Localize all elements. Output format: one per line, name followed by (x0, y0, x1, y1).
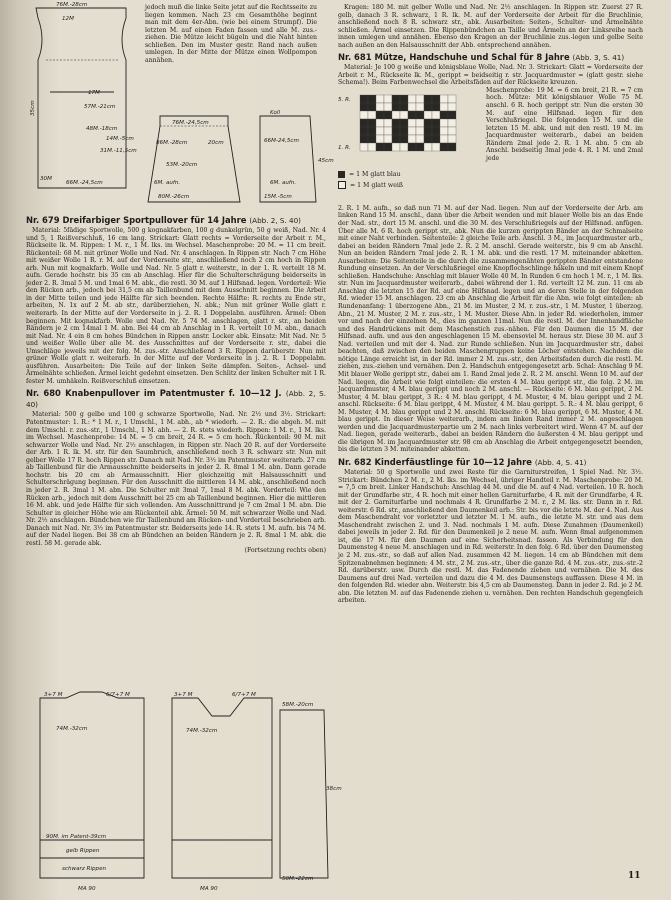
jacquard-cell (392, 143, 400, 151)
jacquard-cell (448, 143, 456, 151)
jacquard-cell (416, 103, 424, 111)
jacquard-cell (360, 95, 368, 103)
jacquard-cell (368, 95, 376, 103)
section-680-body: Material: 500 g gelbe und 100 g schwarze Sportwolle, Nad. Nr. 2½ und 3½. Strickart: Patentmuster: 1. R.: * 1 M. r., 1 Umschl., 1 M. abh., ab * wiederh. — 2. R.: die abgeh. M. mit dem Umschl. r. zus.-str., 1 Umschl., 1 M. abh. — 2. R. stets wiederh. Rippen: 1 M. r., 1 M. lks. im Wechsel. Maschenprobe: 14 M. = 5 cm breit, 24 R. = 5 cm hoch. Rückenteil: 90 M. mit schwarzer Wolle und Nad. Nr. 2½ anschlagen, in Rippen str. Nach 20 R. auf der Vorderseite der Arb. 1 R. lk. M. str. für den Saumbruch, anschließend noch 3 R. schwarz str. Nun mit gelber Wolle 17 R. hoch Rippen str. Danach mit Nad. Nr. 3½ im Patentmuster weiterarb. 27 cm ab Taillenbund für die Armausschnitte beiderseits in jeder 2. R. 8mal 1 M. abn. Dann gerade hochstr. bis 20 cm ab Armausschnitt. Hier gleichzeitig mit Halsausschnitt und Schulterschrägung beginnen. Für den Ausschnitt die mittleren 14 M. abk., anschließend noch in jeder 2. R. 3mal 1 M. abn. Die Schulter mit 3mal 7, 1mal 8 M. abk. Vorderteil: Wie den Rücken arb., jedoch mit dem Ausschnitt bei 25 cm ab Taillenbund beginnen. Hier die mittleren 16 M. abk. und jede Hälfte für sich vollenden. Am Ausschnittrand je 7 cm 2mal 1 M. abn. Die Schulter in gleicher Höhe wie am Rückenteil abk. Ärmel: 50 M. mit schwarzer Wolle und Nad. Nr. 2½ anschlagen. Bündchen wie für Taillenbund am Rücken- und Vorderteil beschrieben arb. Danach mit Nad. Nr. 3½ im Patentmuster str. Beiderseits jede 14. R. stets 1 M. aufn. bis 74 M. auf der Nadel liegen. Bei 38 cm ab Bündchen an beiden Rändern je 2. R. 8mal 1 M. abk. die restl. 58 M. gerade abk. (26, 411, 326, 547)
svg-text:schwarz Rippen: schwarz Rippen (62, 866, 107, 872)
legend-white-label: = 1 M glatt weiß (350, 181, 403, 189)
jacquard-cell (440, 95, 448, 103)
pattern-legend (338, 171, 478, 190)
section-682 (338, 457, 643, 605)
section-682-heading: Kinderfäustlinge für 10—12 Jahre (374, 456, 532, 467)
jacquard-cell (384, 143, 392, 151)
row-label-1: 1. R. (338, 144, 351, 151)
page-number: 11 (628, 871, 641, 881)
jacquard-cell (448, 103, 456, 111)
jacquard-cell (392, 111, 400, 119)
left-column (26, 212, 326, 555)
svg-text:MA 90: MA 90 (78, 886, 96, 892)
jacquard-cell (400, 111, 408, 119)
svg-text:38cm: 38cm (326, 786, 342, 792)
jacquard-cell (432, 95, 440, 103)
jacquard-cell (400, 119, 408, 127)
jacquard-cell (384, 135, 392, 143)
svg-text:50M.-22cm: 50M.-22cm (282, 876, 314, 882)
jacquard-cell (416, 135, 424, 143)
svg-text:3+7 M: 3+7 M (44, 692, 63, 698)
jacquard-cell (448, 119, 456, 127)
svg-text:17M: 17M (88, 90, 100, 96)
jacquard-cell (416, 143, 424, 151)
legend-blue-swatch (338, 171, 345, 178)
jacquard-cell (400, 143, 408, 151)
row-label-5: 5. R. (338, 96, 351, 103)
patent-pullover-diagram (26, 690, 342, 895)
section-681 (338, 52, 643, 454)
legend-blue (338, 171, 478, 179)
jacquard-cell (360, 127, 368, 135)
svg-text:Koll: Koll (270, 110, 280, 116)
jacquard-cell (408, 135, 416, 143)
jacquard-cell (440, 119, 448, 127)
jacquard-cell (376, 143, 384, 151)
jacquard-cell (360, 119, 368, 127)
jacquard-cell (392, 103, 400, 111)
svg-text:3+7 M: 3+7 M (174, 692, 193, 698)
svg-text:35cm: 35cm (30, 100, 36, 116)
jacquard-cell (448, 95, 456, 103)
jacquard-cell (440, 111, 448, 119)
pattern-block (338, 87, 643, 205)
svg-text:48M.-18cm: 48M.-18cm (86, 126, 118, 132)
jacquard-cell (424, 111, 432, 119)
legend-white (338, 181, 478, 189)
svg-text:58M.-20cm: 58M.-20cm (282, 702, 314, 708)
section-680-title (26, 388, 326, 410)
section-682-number: Nr. 682 (338, 456, 372, 467)
svg-text:15M.-5cm: 15M.-5cm (264, 194, 292, 200)
svg-text:66M.-24,5cm: 66M.-24,5cm (66, 180, 103, 186)
jacquard-cell (368, 111, 376, 119)
jacquard-cell (440, 127, 448, 135)
jacquard-cell (392, 135, 400, 143)
svg-text:MA 90: MA 90 (200, 886, 218, 892)
jacquard-cell (432, 111, 440, 119)
section-681-title (338, 52, 643, 63)
mutze-finish-text (145, 4, 317, 64)
section-682-ref: (Abb. 4, S. 41) (534, 457, 587, 467)
jacquard-cell (416, 127, 424, 135)
right-column (338, 4, 643, 605)
jacquard-cell (360, 143, 368, 151)
jacquard-cell (408, 95, 416, 103)
jacquard-cell (440, 143, 448, 151)
jacquard-cell (360, 111, 368, 119)
jacquard-grid (360, 95, 456, 151)
jacquard-cell (424, 143, 432, 151)
svg-text:20cm: 20cm (208, 140, 224, 146)
jacquard-cell (432, 143, 440, 151)
section-681-side-text: Maschenprobe: 19 M. = 6 cm breit, 21 R. = 7 cm hoch. Mütze: Mit königsblauer Wolle 75 M. anschl. 6 R. hoch gerippt str. Nun die ersten 30 M. auf eine Hilfsnad. legen für den Verschlußriegel. Die folgenden 15 M. und die letzten 15 M. abk. und mit den restl. 19 M. im Jacquardmuster weiterarb., dabei an beiden Rändern 2mal jede 2. R. 1 M. abn. 5 cm ab Anschl. beidseitig 3mal jede 4. R. 1 M. und 2mal jede (486, 86, 643, 162)
jacquard-cell (376, 111, 384, 119)
jacquard-cell (384, 111, 392, 119)
section-679-ref: (Abb. 2, S. 40) (249, 216, 301, 225)
jacquard-cell (448, 135, 456, 143)
jacquard-cell (424, 135, 432, 143)
jacquard-cell (376, 135, 384, 143)
jacquard-cell (416, 111, 424, 119)
section-680-ref: (Abb. 2, S. 40) (26, 389, 326, 410)
jacquard-cell (360, 135, 368, 143)
jacquard-cell (400, 135, 408, 143)
section-681-heading: Mütze, Handschuhe und Schal für 8 Jahre (374, 52, 570, 63)
svg-text:gelb Rippen: gelb Rippen (66, 848, 100, 854)
jacquard-cell (424, 95, 432, 103)
section-680-number: Nr. 680 (26, 388, 61, 399)
section-679-title (26, 215, 326, 226)
svg-text:6M. aufn.: 6M. aufn. (270, 180, 297, 186)
svg-text:14M.-5cm: 14M.-5cm (106, 136, 134, 142)
sleeve-diagram (130, 110, 334, 210)
svg-text:53M.-20cm: 53M.-20cm (166, 162, 198, 168)
jacquard-cell (376, 119, 384, 127)
svg-text:76M.-28cm: 76M.-28cm (56, 2, 88, 8)
section-679-heading: Dreifarbiger Sportpullover für 14 Jahre (62, 215, 247, 225)
jacquard-cell (376, 127, 384, 135)
jacquard-cell (448, 111, 456, 119)
svg-text:6/7+7 M: 6/7+7 M (106, 692, 130, 698)
continued-note: (Fortsetzung rechts oben) (244, 547, 326, 555)
svg-text:45cm: 45cm (318, 158, 334, 164)
svg-text:86M.-28cm: 86M.-28cm (156, 140, 188, 146)
svg-text:12M: 12M (62, 16, 74, 22)
svg-text:66M-24,5cm: 66M-24,5cm (264, 138, 299, 144)
jacquard-cell (440, 135, 448, 143)
jacquard-cell (376, 95, 384, 103)
jacquard-cell (408, 119, 416, 127)
jacquard-cell (416, 119, 424, 127)
jacquard-cell (384, 103, 392, 111)
jacquard-cell (432, 127, 440, 135)
section-681-ref: (Abb. 3, S. 41) (572, 53, 625, 63)
section-681-intro: Material: Je 100 g weiße und königsblaue Wolle, Nad. Nr. 3. Strickart: Glatt = Vorderseite der Arbeit r. M., Rückseite lk. M., gerippt = beidseitig r. str. Jacquardmuster = (glatt gestr. siehe Schema!). Beim Farbenwechsel die Arbeitsfäden auf der Rückseite kreuzen. (338, 64, 643, 87)
jacquard-cell (376, 103, 384, 111)
legend-white-swatch (338, 181, 346, 189)
jacquard-cell (416, 95, 424, 103)
jacquard-cell (368, 127, 376, 135)
jacquard-cell (408, 111, 416, 119)
mutze-finish-paragraph: jedoch muß die linke Seite jetzt auf die Rechtsseite zu liegen kommen. Nach 23 cm Gesamthöhe beginnt man mit dem 4er-Abn. (wie bei einem Strumpf). Die letzten M. auf einen Faden fassen und alle M. zus.-ziehen. Die Mütze leicht bügeln und die Naht hinten schließen. Den im Muster gestr. Rand nach außen umlegen. In der Mitte der Mütze einen Wollpompon annähen. (145, 4, 317, 64)
jacquard-cell (384, 95, 392, 103)
jacquard-cell (448, 127, 456, 135)
jacquard-cell (408, 127, 416, 135)
jacquard-cell (424, 127, 432, 135)
jacquard-cell (424, 103, 432, 111)
jacquard-cell (432, 103, 440, 111)
jacquard-cell (392, 127, 400, 135)
jacquard-cell (408, 143, 416, 151)
jacquard-cell (400, 127, 408, 135)
section-679-body: Material: 5fädige Sportwolle, 500 g kognakfarben, 100 g dunkelgrün, 50 g weiß, Nad. Nr. 4 und 5, 1 Reißverschluß, 16 cm lang. Strickart: Glatt rechts = Vorderseite der Arbeit r. M., Rückseite lk. M. Rippen: 1 M. r., 1 M. lks. im Wechsel. Maschenprobe: 20 M. = 11 cm breit. Rückenteil: 68 M. mit grüner Wolle und Nad. Nr. 4 anschlagen. In Rippen str. Nach 7 cm Höhe mit weißer Wolle 1 R. r. M. auf der Vorderseite str., anschließend noch 2 cm hoch in Rippen arb. Nun mit kognakfarb. Wolle und Nad. Nr. 5 glatt r. weiterstr., in der 1. R. verteilt 18 M. aufn. Gerade hochstr. bis 35 cm ab Anschlag. Hier für die Schulterschrägung beiderseits in jeder 2. R. 3mal 5 M. und 1mal 6 M. abk., die restl. 30 M. auf 1 Hilfsnad. legen. Vorderteil: Wie den Rücken arb., jedoch bei 31,5 cm ab Taillenbund mit dem Ausschnitt beginnen. Die Arbeit in der Mitte teilen und jede Hälfte für sich beenden. Rechte Hälfte: R. rechts zu Ende str., arbeiten, N. 1x auf 2 M. ab str., darüberziehen, N. abk.; Nun mit grüner Wolle glatt r. weiterarb. In der Mitte auf der Vorderseite in j. 2. R. 1 Doppelabn. ausführen. Ärmel: Oben beginnen. Mit kognakfarb. Wolle und Nad. Nr. 5 74 M. anschlagen, glatt r. str., an beiden Rändern je 2 cm 14mal 1 M. abn. Bei 44 cm ab Anschlag in 1 R. verteilt 10 M. abn., danach mit Nad. Nr. 4 ein 8 cm hohes Bündchen in Rippen anstr. Locker abk. Einsatz: Mit Nad. Nr. 5 und weißer Wolle über alle M. des Ausschnittes auf der Vorderseite r. str., dabei die Umschläge jeweils mit der folg. M. zus.-str. Anschließend 3 R. Rippen darüberstr. Nun mit grüner Wolle glatt r. weiterarb. In der Mitte auf der Vorderseite in j. 2. R. 1 Doppelabn. ausführen. Ausarbeiten: Die Teile auf der linken Seite dämpfen. Seiten-, Achsel- und Ärmelnähte schließen. Ärmel leicht gedehnt einsetzen. Den Schlitz der linken Schulter mit 1 R. fester M. umhäkeln. Reißverschluß einsetzen. (26, 227, 326, 385)
section-682-title (338, 457, 643, 468)
kragen-paragraph: Kragen: 180 M. mit gelber Wolle und Nad. Nr. 2½ anschlagen. In Rippen str. Zuerst 27 R. gelb, danach 3 R. schwarz, 1 R. lk. M. auf der Vorderseite der Arbeit für die Bruchlinie, anschließend noch 8 R. schwarz str., abk. Ausarbeiten: Seiten-, Schulter- und Ärmelnähte schließen. Ärmel einsetzen. Die Rippenbündchen an Taille und Ärmeln an der Linksreihe nach innen umlegen und annähen. Ebenso den Kragen an der Bruchlinie zus.-legen und gelbe Seite nach außen an den Halsausschnitt der Abb. entsprechend annähen. (338, 4, 643, 49)
svg-text:90M. im Patent-39cm: 90M. im Patent-39cm (46, 834, 107, 840)
svg-text:57M.-21cm: 57M.-21cm (84, 104, 116, 110)
svg-text:31M.-11,5cm: 31M.-11,5cm (100, 148, 137, 154)
jacquard-cell (368, 103, 376, 111)
jacquard-cell (392, 95, 400, 103)
section-682-body: Material: 50 g Sportwolle und zwei Reste für die Garniturstreifen, 1 Spiel Nad. Nr. 3½. Strickart: Bündchen 2 M. r., 2 M. lks. im Wechsel, übriger Handteil r. M. Maschenprobe: 20 M. = 7,5 cm breit. Linker Handschuh: Anschlag 44 M. und die M. auf 4 Nad. verteilen. 10 R. hoch mit der Grundfarbe str., 4 R. hoch mit einer hellen Garniturfarbe, 4 R. mit der Grundfarbe, 4 R. mit der 2. Garniturfarbe und nochmals 4 R. Grundfarbe 2 M. r., 2 M. lks. str. Dann in r. Rd. weiterstr. 6 Rd. str., anschließend den Daumenkeil arb.: Str. bis vor die letzte M. der 4. Nad. Aus dem Maschendraht vor vorletzter und letzter M. 1 M. aufn., die letzte M. str. und aus dem Maschendraht zwischen 2. und 3. Nad. nochmals 1 M. aufn. Diese Zunahmen (Daumenkeil) dabei jeweils in jeder 2. Rd. für den Daumenkeil je 2 neue M. aufn. Wenn 8mal aufgenommen ist, die 17 M. für den Daumen auf eine Sicherheitsnad. fassen. Als Verbindung für den Daumensteg 4 neue M. anschlagen und in Rd. weiterstr. In den folg. 6 Rd. über den Daumensteg je 2 M. zus.-str., so daß auf allen Nad. zusammen 42 M. liegen. 14 cm ab Bündchen mit dem Spitzenabnehmen beginnen: 4 M. str., 2 M. zus.-str., über die ganze Rd. 4 M. zus.-str., zus.-str.-2 Rd. darüberstr. usw. Durch die restl. M. das Fadenende ziehen und vernähen. Die M. des Daumens auf drei Nad. verteilen und dazu die 4 M. des Daumenstegs auffassen. Diese 4 M. in den folgenden Rd. wieder abn. Weiterstr. bis 4,5 cm ab Daumensteg. Dann in jeder 2. Rd. je 2 M. abn. Die letzten M. auf das Fadenende ziehen u. vernähen. Den rechten Handschuh gegengleich arbeiten. (338, 468, 643, 605)
section-681-number: Nr. 681 (338, 52, 372, 63)
jacquard-cell (384, 127, 392, 135)
svg-text:6/7+7 M: 6/7+7 M (232, 692, 256, 698)
svg-text:6M. aufn.: 6M. aufn. (154, 180, 181, 186)
section-680-heading: Knabenpullover im Patentmuster f. 10—12 J. (65, 388, 282, 399)
jacquard-cell (384, 119, 392, 127)
section-681-body: 2. R. 1 M. aufn., so daß nun 71 M. auf der Nad. liegen. Nun auf der Vorderseite der Arb. am linken Rand 15 M. anschl., dann über die Arbeit wenden und mit blauer Wolle bis an das Ende der Nad. str., dort 15 M. anschl. und die 30 M. des Verschlußriegels auf der Hilfsnad. anfügen. Über alle M. 6 R. hoch gerippt str., abk. Nun die kurzen gerippten Bänder an der Schmalseite mit einer Naht verbinden. Seitenteile: 2 gleiche Teile arb. Anschl. 3 M., im Jacquardmuster arb., dabei an beiden Rändern 7mal jede 2. R. 2 M. anschl. Gerade weiterstr., bis 9 cm ab Anschl. Nun an beiden Rändern 7mal jede 2. R. 1 M. abk. und die restl. 17 M. miteinander abketten. Ausarbeiten: Die Seitenteile in die durch die zusammengenähten gerippten Bänder entstandene Rundung einsetzen. An der Verschlußriegel eine Knopflochschlinge häkeln und mit einem Knopf schließen. Handschuhe: Anschlag mit blauer Wolle 40 M. In Runden 6 cm hoch 1 M. r., 1 M. lks. str. Nun im Jacquardmuster weiterarb., dabei während der 1. Rd. verteilt 12 M. zun. 11 cm ab Anschlag die letzten 15 der Rd. auf eine Hilfsnad. legen und an deren Stelle in der folgenden Rd. wieder 15 M. anschlagen. 23 cm ab Anschlag die Arbeit für die Abn. wie folgt einteilen: ab Rundenanfang: 1 überzogene Abn., 21 M. im Muster, 2 M. r. zus.-str., 1 M. Muster, 1 überzog. Abn., 21 M. Muster, 2 M. r. zus.-str., 1 M. Muster. Diese Abn. in jeder Rd. wiederholen, immer vor und nach der einzelnen M., dies im ganzen 11mal. Nun die restl. M. der Innenhandfläche und des Handrückens mit dem Maschenstich zus.-nähen. Für den Daumen die 15 M. der Hilfsnad. aufn. und aus den angeschlagenen 15 M. ebensoviel M. heraus str. Diese 30 M. auf 3 Nad. verteilen und mit der 4. Nad. zur Runde schließen. Nun im Jacquardmuster str., dabei beachten, daß zwischen den beiden Maschengruppen keine Löcher entstehen. Nachdem die nötige Länge erreicht ist, in der Rd. immer 2 M. zus.-str., den Arbeitsfaden durch die restl. M. ziehen, zus.-ziehen und vernähen. Den 2. Handschuh entgegengesetzt arb. Schal: Anschlag 9 M. Mit blauer Wolle gerippt str., dabei am 1. Rand 2mal jede 2. R. 2 M. anschl. Wenn 10 M. auf der Nad. liegen, die Arbeit wie folgt einteilen: die ersten 4 M. blau gerippt str., die folg. 2 M. im Jacquardmuster, 4 M. blau gerippt und noch 2 M. anschl. — Rückseite: 6 M. blau gerippt, 2 M. Muster, 4 M. blau gerippt, 3 R.: 4 M. blau gerippt, 4 M. Muster, 4 M. blau gerippt und 2 M. anschl. Rückseite: 6 M. blau gerippt, 4 M. Muster, 4 M. blau gerippt. 5. R.: 4 M. blau gerippt, 6 M. Muster, 4 M. blau gerippt und 2 M. anschl. Rückseite: 6 M. blau gerippt, 6 M. Muster, 4 M. blau gerippt. In dieser Weise weiterarb., indem am linken Rand immer 2 M. angeschlagen werden und die Jacquardmusterpartie um 2 M. nach links verbreitert wird. Wenn 47 M. auf der Nad. liegen, gerade weiterarb., dabei an beiden Rändern die äußersten 4 M. blau gerippt und die übrigen M. im Jacquardmuster str. 98 cm ab Anschlag die Arbeit entgegengesetzt beenden, bis die letzten 3 M. miteinander abketten. (338, 204, 643, 454)
jacquard-cell (368, 119, 376, 127)
pullover-diagram-top (26, 0, 144, 200)
svg-text:74M.-32cm: 74M.-32cm (186, 728, 218, 734)
svg-text:76M.-24,5cm: 76M.-24,5cm (172, 120, 209, 126)
section-679-number: Nr. 679 (26, 215, 60, 225)
jacquard-cell (432, 135, 440, 143)
jacquard-cell (368, 135, 376, 143)
jacquard-cell (400, 95, 408, 103)
svg-text:30M: 30M (40, 176, 52, 182)
legend-blue-label: = 1 M glatt blau (349, 170, 401, 178)
jacquard-cell (368, 143, 376, 151)
jacquard-cell (400, 103, 408, 111)
section-680 (26, 388, 326, 554)
jacquard-cell (432, 119, 440, 127)
section-679 (26, 215, 326, 385)
jacquard-cell (440, 103, 448, 111)
svg-text:74M.-32cm: 74M.-32cm (56, 726, 88, 732)
jacquard-cell (408, 103, 416, 111)
svg-text:80M.-26cm: 80M.-26cm (158, 194, 190, 200)
jacquard-cell (424, 119, 432, 127)
jacquard-cell (392, 119, 400, 127)
jacquard-cell (360, 103, 368, 111)
